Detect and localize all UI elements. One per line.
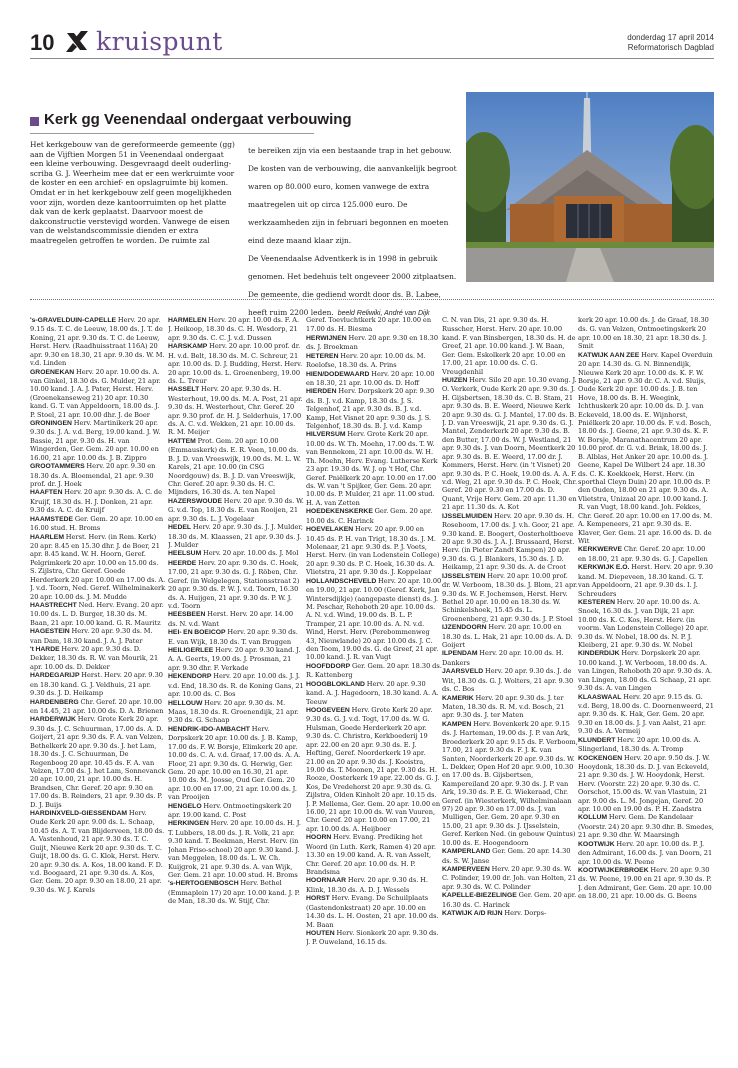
place-name: HETEREN: [306, 352, 339, 360]
listing-entry: [306, 507, 442, 525]
listing-entry: [30, 715, 166, 809]
listing-entry: [30, 601, 166, 627]
service-details: Herst. Herv. (in Rem. Kerk) 20 apr. 8.45 en 15.30 dhr. J. de Boer, 21 apr. 8.45 kand. W. H. Hoorn, Geref. Pelgrimkerk 20 apr. 10.00 en 15.00 ds. S. Zijlstra, Chr. Geref. Goede Herderkerk 20 apr. 10.00 en 17.00 ds. A. J. v.d. Toorn, Ned. Geref. Wilhelminakerk 20 apr. 10.00 ds. J. M. Mudde: [30, 532, 166, 601]
place-name: HEDEL: [168, 524, 192, 532]
place-name: KINDERDIJK: [578, 650, 620, 658]
listing-entry: [168, 802, 304, 820]
service-details: Herv. 20 apr. 9.30 kand. A. J. Hagedoorn, 18.30 kand. A. A. Teeuw: [306, 679, 439, 706]
place-name: KAPELLE-BIEZELINGE: [442, 892, 517, 900]
headline-rule: [30, 133, 314, 134]
place-name: KERKWERVE: [578, 546, 623, 554]
service-details: Ned. Herv. Evang. 20 apr. 10.00 ds. L. D. Burger, 18.30 ds. M. Baan, 21 apr. 10.00 kand. G. R. Mauritz: [30, 600, 164, 627]
place-name: HAAFTEN: [30, 489, 63, 497]
listing-entry: [306, 430, 442, 507]
listing-entry: [30, 627, 166, 645]
listing-entry: [168, 549, 304, 558]
service-details: Herv. Dorpskerk 20 apr. 9.30 ds. B. J. v.d. Kamp, 18.30 ds. J. S. Telgenhof, 21 apr. 9.30 ds. B. J. v.d. Kamp, Het Visnet 20 apr. 9.30 ds. J. S. Telgenhof, 18.30 ds. B. J. v.d. Kamp: [306, 387, 435, 431]
header-dateline: [627, 33, 714, 53]
place-name: HAZERSWOUDE: [168, 497, 222, 505]
listing-entry: [578, 598, 714, 650]
service-details: Herst. Herv. 20 apr. 14.00 ds. N. v.d. Want: [168, 610, 294, 628]
place-name: HOOFDDORP: [306, 662, 351, 670]
place-name: KAMPEN: [442, 720, 472, 728]
place-name: HAGESTEIN: [30, 628, 70, 636]
place-name: KOOTWIJKERBROEK: [578, 867, 649, 874]
service-details: Herv. Grote Kerk 20 apr. 9.30 ds. J. C. Schuurman, 17.00 ds. A. D. Goijert, 21 apr. 9.30 ds. F. A. van Velzen, Bethelkerk 20 apr. 9.30 ds. J. het Lam, 18.30 ds. J. C. Schuurman, De Regenboog 20 apr. 10.45 ds. F. A. van Velzen, 17.00 ds. J. het Lam, Sonnevanck 20 apr. 10.00, 21 apr. 10.00 ds. H. Brandsen, Chr. Geref. 20 apr. 9.30 en 17.00 ds. B. Reinders, 21 apr. 9.30 ds. P. D. J. Buijs: [30, 715, 166, 809]
listing-entry: [306, 662, 442, 680]
service-details: kerk 20 apr. 10.00 ds. J. de Graaf, 18.30 ds. G. van Velzen, Ontmoetingskerk 20 apr. 10.00 en 18.30, 21 apr. 18.30 ds. J. Smit: [578, 316, 709, 351]
place-name: HOORNAAR: [306, 877, 347, 885]
place-name: KOCKENGEN: [578, 754, 623, 762]
listing-entry: [30, 368, 166, 420]
listing-entry: [306, 706, 442, 833]
service-details: Herv. 20 apr. 9.30 ds. H. Roseboom, 17.00 ds. J. v.h. Goor, 21 apr. 9.30 kand. E. Boogert, Oosterholtboeve 20 apr. 9.30 ds. J. A. J. Brussaard, Herst. Herv. (in Pieter Zandt Kampen) 20 apr. 9.30 ds. G. J. Blankers, 15.30 ds. J. D. Heikamp, 21 apr. 9.30 ds. A. de Croot: [442, 511, 575, 572]
listing-column-5: [578, 316, 714, 1058]
service-details: Herv. Gem. De Kandelaar (Voorstr. 24) 20 apr. 9.30 dhr. B. Smedes, 21 apr. 9.30 dhr. W. Maarsingh: [578, 813, 714, 840]
article-column-2: [248, 140, 458, 320]
service-details: Herv. 20 apr. 9.30 ds. J. ter Maten, 18.30 ds. R. M. v.d. Bosch, 21 apr. 9.30 ds. J. ter Maten: [442, 693, 565, 720]
service-details: Ger. Gem. 20 apr. 10.00 en 16.00 stud. H. Broms: [30, 514, 164, 533]
place-name: HEILIGERLEE: [168, 647, 214, 655]
place-name: HARSKAMP: [168, 343, 208, 351]
place-name: 's-GRAVELDUIN-CAPELLE: [30, 317, 117, 324]
place-name: KLAASWAAL: [578, 693, 622, 701]
place-name: HENGELO: [168, 802, 202, 810]
listing-entry: [306, 525, 442, 577]
listing-entry: [306, 334, 442, 352]
service-details: Herv. 20 apr. 9.30 ds. C. Hoek, 17.00, 21 apr. 9.30 ds. G. J. Röben, Chr. Geref. (in Welgelegen, Stationsstraat 2) 20 apr. 9.30 ds. P. W. J. v.d. Toorn, 16.30 ds. A. Huijgen, 21 apr. 9.30 ds. P. W. J. v.d. Toorn: [168, 558, 300, 610]
place-name: KAMPERVEEN: [442, 866, 490, 873]
photo-credit: beeld Reliwiki, André van Dijk: [337, 310, 430, 317]
service-details: Herv. 20 apr. 9.30 ds. J. J. Mulder, 18.30 ds. M. Klaassen, 21 apr. 9.30 ds. J. J. Mulder: [168, 523, 303, 549]
listing-entry: [578, 866, 714, 901]
listing-entry: [442, 667, 578, 693]
service-details: Herv. 20 apr. 9.30 ds. M. van Dam, 18.30 kand. J. A. J. Pater: [30, 627, 153, 645]
listing-entry: [168, 610, 304, 628]
place-name: HELLOUW: [168, 699, 203, 707]
listing-entry: [168, 819, 304, 879]
place-name: 's-HERTOGENBOSCH: [168, 880, 239, 888]
listing-entry: [578, 736, 714, 754]
place-name: IJZENDOORN: [442, 624, 487, 632]
listing-entry: [442, 512, 578, 572]
place-name: HOOGBLOKLAND: [306, 680, 365, 688]
service-details: Herv. 20 apr. 9.30 ds. D. Dekker, 18.30 ds. R. W. van Mourik, 21 apr. 10.00 ds. D. Dekker: [30, 645, 159, 671]
listing-entry: [30, 698, 166, 716]
listing-entry: [442, 865, 578, 891]
service-details: Herv. 20 apr. 10.00 prof. dr. W. Verboom, 18.30 ds. J. Blom, 21 apr. 9.30 ds. W. F. Jochemsen, Herst. Herv. Bethel 20 apr. 10.00 en 18.30 ds. W. Schinkelshoek, 15.45 ds. L. Groenenberg, 21 apr. 9.30 ds. J. P. Stoel: [442, 571, 578, 623]
listing-entry: [30, 316, 166, 368]
place-name: HIERDEN: [306, 388, 337, 396]
church-photo: [466, 92, 714, 282]
place-name: HOLLANDSCHEVELD: [306, 577, 377, 585]
service-details: Herv. 20 apr. 10.00 ds. F. A. J. Heikoop, 18.30 ds. C. H. Wesdorp, 21 apr. 9.30 ds. C. C. J. v.d. Dussen: [168, 316, 300, 342]
service-details: Herst. Herv. 20 apr. 9.30 kand. M. Diepeveen, 18.30 kand. G. T. van Appeldoorn, 21 apr. 9.30 ds. I. J. Schreuders: [578, 563, 713, 598]
listing-entry: [442, 891, 578, 909]
place-name: HEELSUM: [168, 550, 202, 558]
listing-entry: [306, 929, 442, 947]
place-name: HEI- EN BOEICOP: [168, 629, 226, 637]
place-name: HENDRIK-IDO-AMBACHT: [168, 725, 250, 733]
place-name: HARDINXVELD-GIESSENDAM: [30, 810, 128, 818]
service-details: Ger. Gem. 20 apr. 10.00 ds. C. Harinck: [306, 507, 433, 525]
listing-entry: [306, 876, 442, 894]
service-details: Herv. 20 apr. 9.30 ds. W. Peene, 19.00 en 21 apr. 9.30 ds. P. J. den Admirant, Ger. Gem. 20 apr. 10.00 en 18.00, 21 apr. 10.00 ds. G. Beens: [578, 866, 712, 901]
listing-entry: [168, 523, 304, 549]
service-details: Herv. 20 apr. 10.00 ds. J. Mol: [201, 549, 299, 558]
service-details: Herv. 20 apr. 10.00 ds. A. Slingerland, 18.30 ds. A. Tromp: [578, 735, 701, 754]
place-name: HATTEM: [168, 437, 196, 445]
service-details: Herv. 20 apr. 9.30 ds. E. van Wijk, 18.30 ds. T. van Bruggen: [168, 628, 298, 646]
place-name: KLUNDERT: [578, 736, 616, 744]
place-name: HARDEGARIJP: [30, 672, 80, 680]
service-details: Herv. 20 apr. 9.30 ds. A. C. de Kruijf, 18.30 ds. H. J. Donken, 21 apr. 9.30 ds. A. C. de Kruijf: [30, 488, 163, 515]
service-details: Herv. 20 apr. 10.00 ds. A. Snoek, 16.30 ds. J. van Dijk, 21 apr. 10.00 ds. K. C. Kos, Herst. Herv. (in voorm. Van Lodenstein College) 20 apr. 9.30 ds. W. Nobel, 18.00 ds. N. P. J. Kleiberg, 21 apr. 9.30 ds. W. Nobel: [578, 597, 709, 650]
section-title: kruispunt: [96, 27, 223, 56]
service-details: Herv. 20 apr. 9.50 ds. J. W. Hooydonk, 18.30 ds. D. J. van Eckeveld, 21 apr. 9.30 ds. J. W. Hooydonk, Herst. Herv. (Voorstr. 22) 20 apr. 9.30 ds. C. Oorschot, 15.00 ds. W. van Vlastuin, 21 apr. 9.00 ds. L. M. Jongejan, Geref. 20 apr. 10.00 en 19.00 ds. P. H. Zaadstra: [578, 753, 710, 814]
listing-entry: [578, 693, 714, 736]
place-name: KAMERIK: [442, 694, 474, 702]
listing-entry: [578, 563, 714, 598]
listing-column-3: [306, 316, 442, 1058]
place-name: GROENEKAN: [30, 368, 75, 376]
listing-entry: [30, 419, 166, 462]
service-details: Herv. 20 apr. 9.30 ds. H. Westerhout, 19.00 ds. M. A. Post, 21 apr. 9.30 ds. H. Westerhout, Chr. Geref. 20 apr. 9.30 prof. dr. H. J. Selderhuis, 17.00 ds. A. C. v.d. Wekken, 21 apr. 10.00 ds. R. M. Meijer: [168, 385, 303, 437]
place-name: HAARLEM: [30, 533, 64, 541]
kruispunt-cross-logo: [64, 28, 90, 54]
page-number: 10: [30, 30, 55, 55]
place-name: HUIZEN: [442, 376, 468, 384]
service-details: Ger. Gem. 20 apr. 18.30 ds. R. Kattenberg: [306, 661, 442, 680]
article-headline: Kerk gg Veenendaal ondergaat verbouwing: [44, 111, 352, 128]
place-name: HOORN: [306, 834, 332, 842]
service-details: Herv. Grote Kerk 20 apr. 9.30 ds. G. J. v.d. Togt, 17.00 ds. W. G. Hulsman, Goede Herderkerk 20 apr. 9.30 ds. C. Christra, Kerkboederij 19 apr. 22.00 en 20 apr. 9.30 ds. E. J. Hefting, Geref. Noorderkerk 19 apr. 21.00 en 20 apr. 9.30 ds. J. Kooistra, 19.00 ds. T. Moonen, 21 apr. 9.30 ds. H. Rooze, Oosterkerk 19 apr. 22.00 ds. G. J. Kos, De Vredehorst 20 apr. 9.30 ds. G. Zijlstra, Olden Kinholt 20 apr. 10.15 ds. J. P. Mellema, Ger. Gem. 20 apr. 10.00 en 16.00, 21 apr. 10.00 ds. W. van Vuuren, Chr. Geref. 20 apr. 10.00 en 17.00, 21 apr. 10.00 ds. A. Heijboer: [306, 705, 441, 833]
listing-entry: [578, 840, 714, 866]
service-details: Herv. Bethel (Emmaplein 17) 20 apr. 10.00 kand. J. P. de Man, 18.30 ds. W. Stijf, Chr.: [168, 879, 300, 906]
service-details: C. N. van Dis, 21 apr. 9.30 ds. H. Russcher, Herst. Herv. 20 apr. 10.00 kand. F. van Binsbergen, 18.30 ds. H. de Greef, 21 apr. 10.00 kand. J. W. Baan, Ger. Gem. Eskolkerk 20 apr. 10.00 en 17.00, 21 apr. 10.00 ds. C. G. Vreugdenhil: [442, 316, 576, 376]
service-details: Herv. Ontmoetingskerk 20 apr. 19.00 kand. C. Post: [168, 801, 292, 820]
service-details: Herv. 20 apr. 10.00 ds. P. J. den Admirant, 16.00 ds. J. van Doorn, 21 apr. 10.00 ds. W. Peene: [578, 839, 713, 866]
service-details: Herv. Dorps-: [502, 909, 547, 918]
listing-entry: [442, 316, 578, 376]
headline-marker: [30, 117, 39, 126]
service-details: Herv. 20 apr. 9.30 kand. J. A. A. Geerts, 19.00 ds. J. Prosman, 21 apr. 9.30 dhr. F. Verkade: [168, 646, 301, 672]
place-name: KAMPERLAND: [442, 848, 491, 856]
service-details: Herv. Martinikerk 20 apr. 9.30 ds. J. A. v.d. Berg, 19.00 kand. J. W. Bassie, 21 apr. 9.30 ds. H. van Wingerden, Ger. Gem. 20 apr. 10.00 en 16.00, 21 apr. 10.00 ds. J. B. Zippro: [30, 419, 161, 462]
place-name: HARDERWIJK: [30, 716, 76, 724]
place-name: HOEVELAKEN: [306, 526, 354, 534]
service-details: Herv. 20 apr. 10.00 en 18.30, 21 apr. 10.00 ds. D. Hoff: [306, 369, 435, 387]
listing-entry: [168, 699, 304, 725]
service-details: Herv. 20 apr. 9.30 ds. M. Maas, 18.30 ds. R. Groenendijk, 21 apr. 9.30 ds. G. Schaap: [168, 698, 299, 725]
service-details: Ger. Gem. 20 apr. 16.30 ds. C. Harinck: [442, 891, 577, 909]
listing-entry: [306, 680, 442, 706]
publication-date: donderdag 17 april 2014: [627, 33, 714, 42]
listing-entry: [168, 385, 304, 437]
place-name: HASSELT: [168, 386, 200, 394]
listing-entry: [578, 351, 714, 546]
service-details: Herv. 20 apr. 9.30 en 18.30 ds. A. Bloemendal, 21 apr. 9.30 prof. dr. J. Hoek: [30, 462, 156, 489]
service-details: Herst. Herv. 20 apr. 9.30 en 18.30 kand. G. J. Veldhuis, 21 apr. 9.30 ds. J. D. Heikamp: [30, 671, 163, 698]
place-name: HEERDE: [168, 559, 197, 567]
service-details: Herv. 20 apr. 10.00 ds. H. Dankers: [442, 649, 564, 667]
place-name: KESTEREN: [578, 598, 616, 606]
service-details: Geref. Toevluchtkerk 20 apr. 10.00 en 17.00 ds. H. Biesma: [306, 316, 432, 334]
service-details: Herv. 20 apr. 9.30 en 18.30 ds. J. Broekman: [306, 333, 439, 352]
place-name: HERKINGEN: [168, 820, 209, 828]
listing-entry: [30, 645, 166, 671]
listing-entry: [442, 376, 578, 512]
listing-entry: [168, 672, 304, 698]
listing-entry: [30, 809, 166, 894]
place-name: KATWIJK A/D RIJN: [442, 910, 503, 918]
service-details: Herv. 20 apr. 9.30 ds. W. G. v.d. Top, 18.30 ds. E. van Rooijen, 21 apr. 9.30 ds. L. J. Vogelaar: [168, 496, 304, 523]
listing-entry: [578, 754, 714, 814]
service-details: Herv. 20 apr. 10.00 ds. M. Roelofse, 18.30 ds. A. Prins: [306, 351, 426, 370]
service-details: Herv. 20 apr. 9.30 ds. H. Klink, 18.30 ds. A. D. J. Wessels: [306, 876, 428, 894]
service-details: Herv. 20 apr. 10.00 en 18.30 ds. L. Hak, 21 apr. 10.00 ds. A. D. Goijert: [442, 623, 573, 650]
place-name: HARMELEN: [168, 317, 207, 324]
listing-entry: [168, 342, 304, 385]
listing-entry: [168, 646, 304, 672]
place-name: HILVERSUM: [306, 431, 346, 439]
place-name: IJSSELSTEIN: [442, 572, 486, 580]
listing-entry: [168, 559, 304, 611]
place-name: KATWIJK AAN ZEE: [578, 351, 640, 359]
service-details: Herv. 20 apr. 10.00 prof. dr. H. v.d. Belt, 18.30 ds. M. C. Schreur, 21 apr. 10.00 ds. D. J. Budding, Herst. Herv. 20 apr. 10.00 ds. L. Groenenberg, 19.00 ds. L. Treur: [168, 342, 303, 385]
publication-name: Reformatorisch Dagblad: [627, 43, 714, 52]
service-details: Herv. Sionkerk 20 apr. 9.30 ds. J. P. Ouweland, 16.15 ds.: [306, 928, 439, 947]
listing-entry: [30, 533, 166, 601]
place-name: JAARSVELD: [442, 668, 484, 676]
place-name: KOLLUM: [578, 814, 608, 822]
service-details: Herv. Dorpskerk 20 apr. 10.00 kand. J. W. Verboom, 18.00 ds. A. van Lingen, Rehoboth 20 apr. 9.30 ds. A. van Lingen, 18.00 ds. G. Schaap, 21 apr. 9.30 ds. A. van Lingen: [578, 649, 713, 693]
service-details: Herv. 20 apr. 10.00 ds. H. J. T. Lubbers, 18.00 ds. J. R. Volk, 21 apr. 9.30 kand. T. Beekman, Herst. Herv. (in Johan Friso-school) 20 apr. 9.30 kand. J. van Meggelen, 18.00 ds. L. W. Ch. Kuijgrok, 21 apr. 9.30 ds. A. van Wijk, Ger. Gem. 21 apr. 10.00 stud. H. Broms: [168, 819, 301, 879]
service-details: Herv. Oude Kerk 20 apr. 9.00 ds. L. Schaap, 10.45 ds. A. T. van Blijderveen, 18.00 ds. A. Vastenhoud, 21 apr. 9.30 ds. T. C. Guijt, Nieuwe Kerk 20 apr. 9.30 ds. T. C. Guijt, 18.00 ds. G. C. Klok, Herst. Herv. 20 apr. 9.30 ds. A. Kos, 18.00 kand. F. D. v.d. Boogaard, 21 apr. 9.30 ds. A. Kos, Ger. Gem. 20 apr. 9.30 en 18.00, 21 apr. 9.30 ds. W. J. Karels: [30, 809, 165, 894]
listing-entry: [442, 694, 578, 720]
listing-entry: [306, 577, 442, 662]
listing-entry: [168, 316, 304, 342]
place-name: 't HARDE: [30, 646, 60, 654]
listing-entry: [578, 316, 714, 351]
listing-entry: [306, 833, 442, 876]
service-details: Herv. 20 apr. 10.00 ds. A. van Ginkel, 18.30 ds. G. Mulder, 21 apr. 10.00 kand. J. A. J. Pater, Herst. Herv. (Groenekanseweg 21) 20 apr. 10.30 kand. G. T. van Appeldoorn, 18.00 ds. J. P. Stoel, 21 apr. 10.00 dhr. J. de Boer: [30, 367, 161, 419]
listing-entry: [30, 671, 166, 697]
service-details: Chr. Geref. 20 apr. 10.00 en 14.45, 21 apr. 10.00 ds. D. A. Brienen: [30, 697, 164, 715]
listing-entry: [442, 572, 578, 624]
service-details: Herv. Evang. Prediking het Woord (in Luth. Kerk, Ramen 4) 20 apr. 13.30 en 19.00 kand. A. R. van Asselt, Chr. Geref. 20 apr. 10.00 ds. H. P. Brandsma: [306, 833, 436, 876]
listing-entry: [30, 488, 166, 514]
place-name: GROOTAMMERS: [30, 463, 85, 471]
listing-entry: [168, 628, 304, 646]
listing-entry: [168, 725, 304, 802]
section-divider: [30, 299, 714, 300]
place-name: HIEN/DODEWAARD: [306, 370, 370, 378]
place-name: HEKENDORP: [168, 673, 212, 681]
listing-entry: [442, 720, 578, 847]
listing-entry: [442, 623, 578, 649]
place-name: HOEDEKENSKERKE: [306, 508, 373, 516]
place-name: HAASTRECHT: [30, 601, 77, 609]
service-details: Herv. 20 apr. 10.00 en 19.00, 21 apr. 10.00 (Geref. Kerk, Jan Wintersdijkje) (aangepaste dienst) ds. J. M. Peschar, Rehoboth 20 apr. 10.00 ds. A. N. v.d. Wind, 19.00 ds. B. L. P. Tramper, 21 apr. 10.00 ds. A. N. v.d. Wind, Herst. Herv. (Perebommenweg 43, Nieuwlande) 20 apr. 10.00 ds. J. C. den Toom, 19.00 ds. G. de Greef, 21 apr. 10.00 kand. J. R. van Vugt: [306, 576, 442, 662]
service-details: Chr. Geref. 20 apr. 10.00 en 18.00, 21 apr. 9.30 ds. G. J. Capellen: [578, 545, 708, 563]
listing-entry: [30, 462, 166, 488]
service-details: Herv. Silo 20 apr. 10.30 evang. J. O. Verkerk, Oude Kerk 20 apr. 9.30 ds. J. H. Gijsbertsen, 18.30 ds. C. B. Stam, 21 apr. 9.30 ds. B. E. Weerd, Nieuwe Kerk 20 apr. 9.30 ds. G. J. Mantel, 17.00 ds. B. J. D. van Vreeswijk, 21 apr. 9.30 ds. G. J. Mantel, Zenderkerk 20 apr. 9.30 ds. B. den Butter, 17.00 ds. W. J. Westland, 21 apr. 9.30 ds. J. van Doorn, Meentkerk 20 apr. 9.30 ds. B. E. Weerd, 17.00 dr. J. Kommers, Herst. Herv. (in 't Visnet) 20 apr. 9.30 ds. P. C. Hoek, 19.00 ds. A. A. F. v.d. Weg, 21 apr. 9.30 ds. P. C. Hoek, Chr. Geref. 20 apr. 9.30 en 17.00 ds. D. Quant, Vrije Herv. Gem. 20 apr. 11.30 en 21 apr. 11.30 ds. A. Kot: [442, 375, 578, 512]
place-name: HOOGEVEEN: [306, 706, 350, 714]
place-name: HORST: [306, 895, 330, 903]
listing-entry: [168, 497, 304, 523]
place-name: ILPENDAM: [442, 650, 478, 658]
service-details: Herv. Dorpskerk 20 apr. 10.00 ds. J. B. Kamp, 17.00 ds. F. W. Borsje, Elimkerk 20 apr. 10.00 ds. C. A. v.d. Graaf, 17.00 ds. A. A. Floor, 21 apr. 9.30 ds. G. Herwig, Ger. Gem. 20 apr. 10.00 en 16.30, 21 apr. 10.00 ds. M. Joosse, Oud Ger. Gem. 20 apr. 10.00 en 17.00, 21 apr. 10.00 ds. J. van Prooijen: [168, 724, 301, 802]
place-name: HARDENBERG: [30, 698, 79, 706]
place-name: HOUTEN: [306, 929, 335, 937]
listing-entry: [168, 437, 304, 497]
listing-column-2: [168, 316, 304, 1058]
listing-entry: [306, 316, 442, 334]
service-details: Prot. Gem. 20 apr. 10.00 (Emmauskerk) ds. E. R. Veen, 10.00 ds. B. J. D. van Vreeswijk, 19.00 ds. M. L. W. Karels, 21 apr. 10.00 (in CSG Noordgouw) ds. B. J. D. van Vreeswijk, Chr. Geref. 20 apr. 9.30 ds. H. C. Mijnders, 16.30 ds. A. ten Napel: [168, 436, 301, 497]
listing-entry: [168, 879, 304, 905]
article-column-1: Het kerkgebouw van de gereformeerde gemeente (gg) aan de Vijftien Morgen 51 in Veenendaal ondergaat een kleine verbouwing. Desgevraagd deelt ouderling-scriba G. J. Weerheim mee dat er een werkruimte voor de koster en een archief- en opslagruimte bij komen. Omdat er in het kerkgebouw zelf geen mogelijkheden voor zijn, worden deze kantoorruimten op het platte dak van de kerk geplaatst. Daarvoor moest de dakconstructie verstevigd worden. Vanwege de eisen van de welstandscommissie dienden er extra maatregelen getroffen te worden. De ruimte zal: [30, 140, 235, 245]
listing-column-1: [30, 316, 166, 1058]
listing-entry: [578, 545, 714, 563]
service-details: Herv. 20 apr. 9.15 ds. T. C. de Leeuw, 18.00 ds. J. T. de Koning, 21 apr. 9.30 ds. T. C. de Leeuw, Herst. Herv. (Raadhuisstraat 116A) 20 apr. 9.30 en 18.30, 21 apr. 9.30 ds. W. M. v.d. Linden: [30, 316, 165, 368]
place-name: HEESBEEN: [168, 611, 206, 619]
place-name: KERKWIJK E.O.: [578, 564, 630, 572]
service-details: Herv. Grote Kerk 20 apr. 10.00 ds. W. Th. Moehn, 17.00 ds. T. W. van Bennekom, 21 apr. 10.00 ds. W. H. Th. Moehn, Herv. Evang. Lutherse Kerk 23 apr. 19.30 ds. W. J. op 't Hof, Chr. Geref. Pniëlkerk 20 apr. 10.00 en 17.00 ds. W. van 't Spijker, Ger. Gem. 20 apr. 10.00 ds. P. Mulder, 21 apr. 11.00 stud. H. A. van Zetten: [306, 430, 438, 507]
listing-entry: [306, 894, 442, 929]
listing-entry: [306, 387, 442, 430]
service-details: Herv. 20 apr. 9.30 ds. J. de Wit, 18.30 ds. G. J. Wolters, 21 apr. 9.30 ds. C. Bos: [442, 667, 574, 694]
listing-entry: [578, 649, 714, 692]
listing-entry: [442, 909, 578, 918]
header-rule: [30, 58, 714, 59]
listing-entry: [306, 370, 442, 388]
service-details: Herv. Evang. De Schuilplaats (Gastendonkstraat) 20 apr. 10.00 en 14.30 ds. L. H. Oosten, 21 apr. 10.00 ds. M. Baan: [306, 894, 439, 929]
service-details: Herv. Kapel Overduin 20 apr. 14.30 ds. G. N. Binnendijk, Nieuwe Kerk 20 apr. 10.00 ds. K. F. W. Borsje, 21 apr. 9.30 dr. C. A. v.d. Sluijs, Oude Kerk 20 apr. 10.00 ds. J. B. ten Hove, 18.00 ds. B. H. Weegink, Ichthuskerk 20 apr. 10.00 ds. D. J. van Eckeveld, 18.00 ds. E. Wijnhorst, Pniëlkerk 20 apr. 10.00 ds. F. v.d. Bosch, 18.00 ds. J. Geene, 21 apr. 9.30 ds. K. F. W. Borsje, Maranathacentrum 20 apr. 10.00 prof. dr. G. v.d. Brink, 18.00 ds. J. B. Alblas, Het Anker 20 apr. 10.00 ds. J. Geene, Kapel De Wilbert 24 apr. 18.30 ds. C. K. Koekkoek, Herst. Herv. (in sporthal Cleyn Duin) 20 apr. 10.00 ds. P. den Ouden, 18.00 en 21 apr. 9.30 ds. A. Vlietstra, Unizaal 20 apr. 10.00 kand. J. R. van Vugt, 18.00 kand. Joh. Fekkes, Chr. Geref. 20 apr. 10.00 en 17.00 ds. M. A. Kempeneers, 21 apr. 9.30 ds. E. Klaver, Ger. Gem. 21 apr. 16.00 ds. D. de Wit: [578, 350, 713, 545]
place-name: HAAMSTEDE: [30, 515, 74, 523]
service-details: Herv. 20 apr. 9.00 en 10.45 ds. P. H. van Trigt, 18.30 ds. J. M. Molenaar, 21 apr. 9.30 ds. P. J. Voets, Herst. Herv. (in van Lodenstein College) 20 apr. 9.30 ds. P. C. Hoek, 16.30 ds. A. Vlietstra, 21 apr. 9.30 ds. J. Koppelaar: [306, 525, 440, 577]
place-name: HERWIJNEN: [306, 334, 347, 342]
service-details: Herv. 20 apr. 9.30 ds. W. C. Polinder, 19.00 dr. Joh. van Holten, 21 apr. 9.30 ds. W. C. Polinder: [442, 865, 577, 891]
place-name: GRONINGEN: [30, 420, 72, 428]
listing-entry: [306, 352, 442, 370]
place-name: KOOTWIJK: [578, 840, 615, 848]
service-details: Ger. Gem. 20 apr. 14.30 ds. S. W. Janse: [442, 847, 571, 865]
listing-column-4: [442, 316, 578, 1058]
service-details: Herv. Bovenkerk 20 apr. 9.15 ds. J. Harteman, 19.00 ds. J. P. van Ark, Broederkerk 20 apr. 9.15 ds. F. Verboom, 17.00, 21 apr. 9.30 ds. F. J. K. van Santen, Noorderkerk 20 apr. 9.30 ds. W. L. Dekker, Open Hof 20 apr. 9.00, 10.30 en 17.00 ds. B. Gijsbertsen, Kampereiland 20 apr. 9.30 ds. J. P. van Ark, 19.30 ds. P. E. G. Wiekeraad, Chr. Geref. (in Wiesterkerk, Wilhelminalaan 97) 20 apr. 9.30 en 17.00 ds. J. van Mulligen, Ger. Gem. 20 apr. 9.30 en 15.00, 21 apr. 9.30 ds. J. IJsselstein, Geref. Kerken Ned. (in gebouw Quintus) 10.00 ds. E. Hoogendoorn: [442, 719, 578, 847]
service-details: Herv. 20 apr. 9.15 ds. G. v.d. Berg, 18.00 ds. C. Doornenweerd, 21 apr. 9.30 ds. K. Hak, Ger. Gem. 20 apr. 9.30 en 18.00 ds. J. J. van Aalst, 21 apr. 9.30 ds. A. Vermeij: [578, 692, 714, 736]
place-name: IJSSELMUIDEN: [442, 512, 493, 520]
listing-entry: [442, 847, 578, 865]
article-body-2: te bereiken zijn via een bestaande trap in het gebouw. De kosten van de verbouwing, die aanvankelijk begroot waren op 80.000 euro, komen vanwege de extra maatregelen uit op circa 125.000 euro. De werkzaamheden zijn in februari begonnen en moeten eind deze maand klaar zijn. De Veenendaalse Adventkerk is in 1998 in gebruik genomen. Het bedehuis telt ongeveer 2000 zitplaatsen. De gemeente, die gediend wordt door ds. B. Labee, heeft ruim 2200 leden.: [248, 146, 457, 317]
service-details: Herv. 20 apr. 10.00 ds. J. J. v.d. End, 18.30 ds. R. de Koning Gans, 21 apr. 10.00 ds. C. Bos: [168, 672, 304, 699]
listing-entry: [30, 515, 166, 533]
listing-entry: [442, 649, 578, 667]
listing-entry: [578, 813, 714, 839]
